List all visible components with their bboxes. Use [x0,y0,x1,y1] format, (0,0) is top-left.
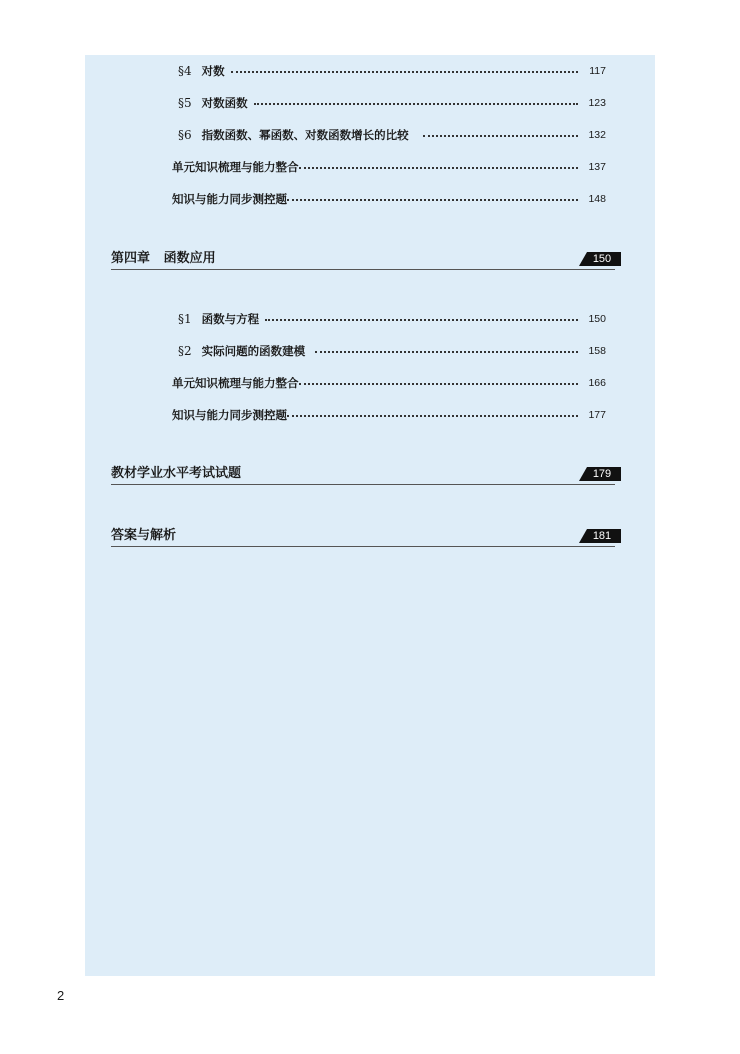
chapter-rule [111,484,615,485]
entry-page: 148 [588,193,606,205]
entry-title: 单元知识梳理与能力整合 [172,376,299,390]
toc-entry-4-test[interactable] [172,406,606,424]
page-number: 2 [57,988,65,1003]
leader-dots [254,103,578,105]
chapter-title: 第四章 函数应用 [111,251,216,266]
chapter-page: 150 [592,253,612,265]
entry-page: 150 [588,313,606,325]
leader-dots [423,135,578,137]
chapter-page: 181 [592,530,612,542]
leader-dots [265,319,578,321]
section-number: §5 [178,96,192,110]
leader-dots [299,167,579,169]
toc-entry-3-4[interactable] [178,62,606,80]
leader-dots [287,415,578,417]
entry-page: 177 [588,409,606,421]
entry-title: 函数与方程 [201,312,260,326]
answers-heading[interactable] [111,526,621,546]
entry-title: 对数函数 [201,96,248,110]
entry-page: 132 [588,129,606,141]
entry-title: 知识与能力同步测控题 [172,192,287,206]
chapter-4-heading[interactable] [111,249,621,269]
toc-entry-4-summary[interactable] [172,374,606,392]
toc-entry-4-1[interactable] [178,310,606,328]
toc-entry-3-test[interactable] [172,190,606,208]
textbook-exam-heading[interactable] [111,464,621,484]
chapter-title: 教材学业水平考试试题 [111,466,242,481]
leader-dots [315,351,578,353]
entry-title: 对数 [201,64,225,78]
entry-title: 实际问题的函数建模 [201,344,306,358]
toc-entry-3-6[interactable] [178,126,606,144]
section-number: §6 [178,128,192,142]
entry-page: 158 [588,345,606,357]
entry-title: 知识与能力同步测控题 [172,408,287,422]
chapter-rule [111,269,615,270]
entry-title: 指数函数、幂函数、对数函数增长的比较 [201,128,409,142]
chapter-rule [111,546,615,547]
leader-dots [231,71,578,73]
entry-page: 137 [588,161,606,173]
chapter-page: 179 [592,468,612,480]
section-number: §4 [178,64,192,78]
entry-page: 117 [589,65,606,77]
entry-page: 166 [588,377,606,389]
section-number: §1 [178,312,192,326]
toc-entry-3-summary[interactable] [172,158,606,176]
leader-dots [287,199,578,201]
leader-dots [299,383,579,385]
toc-entry-3-5[interactable] [178,94,606,112]
chapter-title: 答案与解析 [111,528,177,543]
entry-page: 123 [588,97,606,109]
toc-entry-4-2[interactable] [178,342,606,360]
section-number: §2 [178,344,192,358]
entry-title: 单元知识梳理与能力整合 [172,160,299,174]
